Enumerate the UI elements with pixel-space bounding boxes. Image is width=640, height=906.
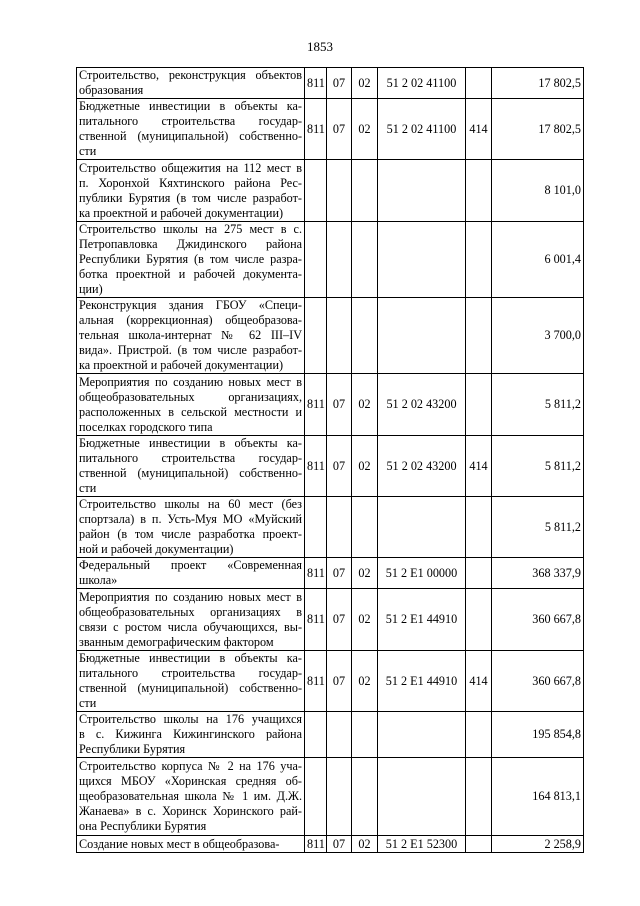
expense-type-cell: 414: [466, 99, 492, 160]
item-name-cell: [77, 497, 305, 558]
item-name-line: ственной (муниципальной) собственно-: [79, 129, 302, 143]
item-name-line: Создание новых мест в общеобразова-: [79, 836, 280, 851]
ministry-code-cell: [305, 160, 327, 222]
item-name-line: Реконструкция здания ГБОУ «Специ-: [79, 298, 302, 312]
subsection-code-cell: 02: [352, 558, 378, 589]
item-name-cell: [77, 99, 305, 160]
item-name-line: тельная школа-интернат № 62 III–IV: [79, 328, 302, 342]
subsection-code-cell: [352, 298, 378, 374]
table-row: [77, 374, 584, 436]
section-code-cell: 07: [327, 68, 352, 99]
table-row: [77, 651, 584, 712]
item-name-line: общеобразовательных организациях,: [79, 389, 302, 404]
section-code-cell: 07: [327, 589, 352, 651]
item-name-line: поселках городского типа: [79, 419, 213, 434]
table-row: [77, 298, 584, 374]
subsection-code-cell: 02: [352, 436, 378, 497]
expense-type-cell: [466, 160, 492, 222]
budget-table-body: [77, 68, 584, 853]
item-name-line: школа»: [79, 573, 118, 587]
target-article-cell: 51 2 02 43200: [378, 436, 466, 497]
ministry-code-cell: 811: [305, 836, 327, 853]
table-row: [77, 222, 584, 298]
subsection-code-cell: [352, 160, 378, 222]
amount-cell: 6 001,4: [492, 222, 584, 298]
item-name-line: питального строительства государ-: [79, 114, 302, 128]
amount-cell: 17 802,5: [492, 99, 584, 160]
amount-cell: 2 258,9: [492, 836, 584, 853]
subsection-code-cell: 02: [352, 836, 378, 853]
item-name-cell: [77, 374, 305, 436]
amount-cell: 3 700,0: [492, 298, 584, 374]
item-name-line: публики Бурятия (в том числе разработ-: [79, 190, 302, 205]
expense-type-cell: [466, 222, 492, 298]
amount-cell: 360 667,8: [492, 651, 584, 712]
item-name-line: Петропавловка Джидинского района: [79, 237, 302, 251]
item-name-line: Республики Бурятия: [79, 742, 186, 756]
ministry-code-cell: [305, 222, 327, 298]
section-code-cell: 07: [327, 99, 352, 160]
item-name-line: ственной (муниципальной) собственно-: [79, 681, 302, 695]
item-name-line: ной и рабочей документации): [79, 542, 234, 556]
item-name-line: Бюджетные инвестиции в объекты ка-: [79, 651, 302, 665]
table-row: [77, 68, 584, 99]
item-name-line: питального строительства государ-: [79, 451, 302, 465]
target-article-cell: [378, 222, 466, 298]
item-name-line: она Республики Бурятия: [79, 819, 207, 833]
ministry-code-cell: 811: [305, 436, 327, 497]
ministry-code-cell: 811: [305, 589, 327, 651]
item-name-line: расположенных в сельской местности и: [79, 404, 302, 419]
expense-type-cell: [466, 298, 492, 374]
item-name-line: общеобразовательных организациях в: [79, 604, 302, 619]
table-row: [77, 99, 584, 160]
item-name-line: в с. Кижинга Кижингинского района: [79, 727, 302, 741]
target-article-cell: [378, 758, 466, 836]
item-name-cell: [77, 298, 305, 374]
item-name-line: ка проектной и рабочей документации): [79, 205, 284, 220]
item-name-cell: [77, 160, 305, 222]
item-name-line: сти: [79, 144, 97, 158]
section-code-cell: 07: [327, 558, 352, 589]
expense-type-cell: 414: [466, 651, 492, 712]
ministry-code-cell: 811: [305, 558, 327, 589]
table-row: [77, 497, 584, 558]
expense-type-cell: [466, 712, 492, 758]
ministry-code-cell: 811: [305, 68, 327, 99]
amount-cell: 5 811,2: [492, 374, 584, 436]
item-name-cell: [77, 836, 305, 853]
subsection-code-cell: [352, 712, 378, 758]
page-number: 1853: [307, 39, 333, 54]
item-name-line: Бюджетные инвестиции в объекты ка-: [79, 99, 302, 113]
item-name-line: Строительство корпуса № 2 на 176 уча-: [79, 759, 302, 773]
target-article-cell: 51 2 02 41100: [378, 99, 466, 160]
item-name-line: образования: [79, 83, 144, 97]
item-name-line: Строительство школы на 60 мест (без: [79, 497, 302, 511]
item-name-cell: [77, 68, 305, 99]
item-name-line: п. Хоронхой Кяхтинского района Рес-: [79, 175, 302, 190]
item-name-line: район (в том числе разработка проект-: [79, 527, 302, 541]
expense-type-cell: [466, 758, 492, 836]
section-code-cell: 07: [327, 436, 352, 497]
item-name-cell: [77, 222, 305, 298]
item-name-line: Строительство школы на 275 мест в с.: [79, 222, 302, 236]
item-name-cell: [77, 651, 305, 712]
item-name-line: спортзала) в п. Усть-Муя МО «Муйский: [79, 512, 302, 526]
table-row: [77, 758, 584, 836]
target-article-cell: [378, 497, 466, 558]
section-code-cell: [327, 222, 352, 298]
ministry-code-cell: [305, 497, 327, 558]
subsection-code-cell: [352, 497, 378, 558]
section-code-cell: 07: [327, 836, 352, 853]
section-code-cell: 07: [327, 651, 352, 712]
target-article-cell: [378, 160, 466, 222]
item-name-cell: [77, 712, 305, 758]
item-name-line: Бюджетные инвестиции в объекты ка-: [79, 436, 302, 450]
item-name-line: Строительство школы на 176 учащихся: [79, 712, 302, 726]
item-name-line: ции): [79, 282, 103, 296]
item-name-line: ботка проектной и рабочей документа-: [79, 267, 302, 281]
item-name-line: Жанаева» в с. Хоринск Хоринского рай-: [79, 804, 302, 818]
ministry-code-cell: 811: [305, 651, 327, 712]
item-name-line: ственной (муниципальной) собственно-: [79, 466, 302, 480]
item-name-cell: [77, 558, 305, 589]
ministry-code-cell: [305, 298, 327, 374]
ministry-code-cell: 811: [305, 374, 327, 436]
item-name-cell: [77, 436, 305, 497]
section-code-cell: [327, 758, 352, 836]
amount-cell: 5 811,2: [492, 497, 584, 558]
item-name-line: сти: [79, 481, 97, 495]
item-name-cell: [77, 589, 305, 651]
section-code-cell: [327, 298, 352, 374]
amount-cell: 8 101,0: [492, 160, 584, 222]
expense-type-cell: [466, 589, 492, 651]
table-row: [77, 589, 584, 651]
subsection-code-cell: 02: [352, 651, 378, 712]
item-name-line: альная (коррекционная) общеобразова-: [79, 313, 302, 327]
section-code-cell: 07: [327, 374, 352, 436]
item-name-line: Республики Бурятия (в том числе разра-: [79, 252, 302, 266]
item-name-line: связи с ростом числа обучающихся, вы-: [79, 619, 302, 634]
target-article-cell: 51 2 02 41100: [378, 68, 466, 99]
table-row: [77, 558, 584, 589]
subsection-code-cell: [352, 222, 378, 298]
amount-cell: 368 337,9: [492, 558, 584, 589]
target-article-cell: 51 2 E1 52300: [378, 836, 466, 853]
item-name-line: питального строительства государ-: [79, 666, 302, 680]
section-code-cell: [327, 160, 352, 222]
ministry-code-cell: [305, 712, 327, 758]
expense-type-cell: 414: [466, 436, 492, 497]
target-article-cell: 51 2 E1 44910: [378, 651, 466, 712]
subsection-code-cell: 02: [352, 99, 378, 160]
amount-cell: 360 667,8: [492, 589, 584, 651]
target-article-cell: 51 2 E1 44910: [378, 589, 466, 651]
item-name-cell: [77, 758, 305, 836]
expense-type-cell: [466, 558, 492, 589]
subsection-code-cell: 02: [352, 374, 378, 436]
table-row: [77, 712, 584, 758]
item-name-line: Строительство, реконструкция объектов: [79, 68, 302, 82]
amount-cell: 5 811,2: [492, 436, 584, 497]
item-name-line: ка проектной и рабочей документации): [79, 358, 284, 372]
table-row: [77, 436, 584, 497]
budget-table: [76, 67, 584, 853]
amount-cell: 195 854,8: [492, 712, 584, 758]
subsection-code-cell: 02: [352, 589, 378, 651]
amount-cell: 164 813,1: [492, 758, 584, 836]
subsection-code-cell: 02: [352, 68, 378, 99]
item-name-line: Строительство общежития на 112 мест в: [79, 160, 302, 175]
target-article-cell: 51 2 E1 00000: [378, 558, 466, 589]
expense-type-cell: [466, 836, 492, 853]
section-code-cell: [327, 497, 352, 558]
section-code-cell: [327, 712, 352, 758]
item-name-line: вида». Пристрой. (в том числе разработ-: [79, 343, 302, 357]
target-article-cell: 51 2 02 43200: [378, 374, 466, 436]
target-article-cell: [378, 298, 466, 374]
item-name-line: Мероприятия по созданию новых мест в: [79, 374, 302, 389]
table-row: [77, 160, 584, 222]
expense-type-cell: [466, 68, 492, 99]
target-article-cell: [378, 712, 466, 758]
item-name-line: званным демографическим фактором: [79, 634, 274, 649]
subsection-code-cell: [352, 758, 378, 836]
item-name-line: щеобразовательная школа № 1 им. Д.Ж.: [79, 789, 302, 803]
ministry-code-cell: 811: [305, 99, 327, 160]
item-name-line: щихся МБОУ «Хоринская средняя об-: [79, 774, 302, 788]
expense-type-cell: [466, 374, 492, 436]
item-name-line: Мероприятия по созданию новых мест в: [79, 589, 302, 604]
expense-type-cell: [466, 497, 492, 558]
ministry-code-cell: [305, 758, 327, 836]
item-name-line: Федеральный проект «Современная: [79, 558, 302, 572]
item-name-line: сти: [79, 696, 97, 710]
amount-cell: 17 802,5: [492, 68, 584, 99]
table-row: [77, 836, 584, 853]
